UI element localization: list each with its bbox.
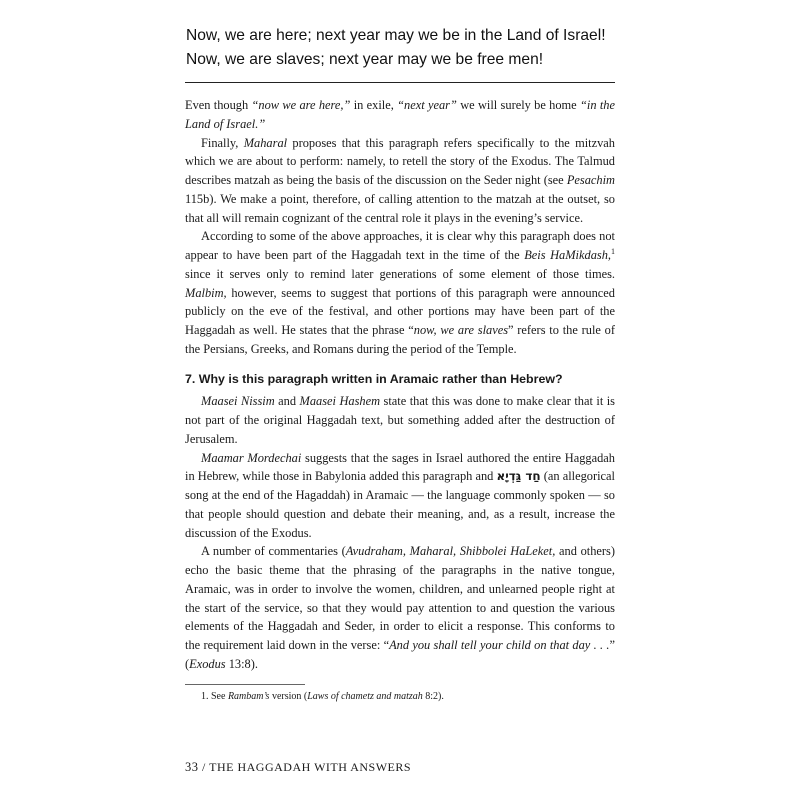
footnote: 1. See Rambam’s version (Laws of chametz and matzah 8:2). [201,690,444,702]
header-line-2: Now, we are slaves; next year may we be free men! [186,51,544,68]
paragraph-3: According to some of the above approaches, it is clear why this paragraph does not appear to have been part of the Haggadah text in the time of the Beis HaMikdash,$^1$ since it serves only to remind later generations of some element of those times. Malbim, however, seems to suggest that portions of this paragraph were announced publicly on the eve of the festival, and other portions may have been part of the Haggadah as well. He states that the phrase “now, we are slaves” refers to the rule of the Persians, Greeks, and Romans during the period of the Temple. [185,229,616,356]
paragraph-6: A number of commentaries (Avudraham, Maharal, Shibbolei HaLeket, and others) echo the basic theme that the phrasing of the paragraphs in the native tongue, Aramaic, was in order to involve the women, children, and unlearned people right at the start of the service, so that they would pay attention to and question the various elements of the Haggadah and Seder, in order to elicit a response. This conforms to the requirement laid down in the verse: “And you shall tell your child on that day . . .” (Exodus 13:8). [185,544,615,671]
page-number: 33 [185,760,199,774]
book-title: THE HAGGADAH WITH ANSWERS [209,760,412,774]
footnote-divider [185,684,305,685]
commentary-body [185,96,615,704]
page-header [186,24,626,72]
paragraph-1: Even though “now we are here,” in exile, “next year” we will surely be home “in the Land of Israel.” [185,98,615,131]
paragraph-5: Maamar Mordechai suggests that the sages in Israel authored the entire Haggadah in Hebrew, while those in Babylonia added this paragraph and חַד גַּדְיָא (an allegorical song at the end of the Hagaddah) in Aramaic — the language commonly spoken — so that people should question and debate their meaning, and, as a result, increase the discussion of the Exodus. [185,450,615,540]
header-line-1: Now, we are here; next year may we be in the Land of Israel! [186,27,606,44]
paragraph-4: Maasei Nissim and Maasei Hashem state that this was done to make clear that it is not part of the original Haggadah text, but something added after the destruction of Jerusalem. [185,394,615,446]
page-footer [185,760,411,775]
header-divider [185,82,615,83]
paragraph-2: Finally, Maharal proposes that this paragraph refers specifically to the mitzvah which we are about to perform: namely, to retell the story of the Exodus. The Talmud describes matzah as being the basis of the discussion on the Seder night (see Pesachim 115b). We make a point, therefore, of calling attention to the matzah at the outset, so that all will remain cognizant of the central role it plays in the evening’s service. [185,135,615,225]
hebrew-phrase: חַד גַּדְיָא [496,469,541,484]
footnote-marker: 1 [611,246,616,256]
footer-separator: / [198,760,210,774]
question-heading: 7. Why is this paragraph written in Aramaic rather than Hebrew? [185,371,563,386]
